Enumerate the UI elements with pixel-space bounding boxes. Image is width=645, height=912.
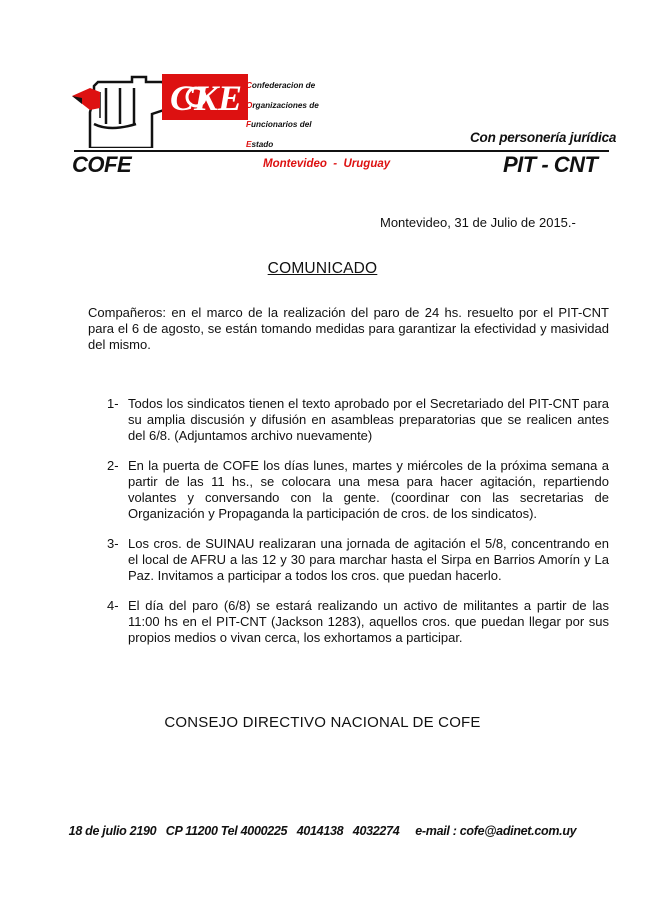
org-line-organizaciones: Organizaciones de	[246, 100, 319, 110]
list-item	[107, 598, 609, 646]
intro-paragraph: Compañeros: en el marco de la realización del paro de 24 hs. resuelto por el PIT-CNT para el 6 de agosto, se están tomando medidas para garantizar la efectividad y masividad del mismo.	[88, 305, 609, 352]
list-item-number: 4-	[107, 598, 119, 613]
list-item-text: Todos los sindicatos tienen el texto aprobado por el Secretariado del PIT-CNT para su amplia discusión y difusión en asambleas preparatorias que se realicen antes del 6/8. (Adjuntamos archivo nuevamente)	[128, 396, 609, 443]
org-full-name	[246, 76, 319, 154]
list-item	[107, 458, 609, 522]
legal-status-text: Con personería jurídica	[470, 130, 617, 145]
list-item-number: 2-	[107, 458, 119, 473]
document-title: COMUNICADO	[267, 260, 378, 277]
svg-text:CKE: CKE	[170, 78, 243, 118]
fist-pencil-logo-graphic	[70, 68, 250, 148]
list-item-text: Los cros. de SUINAU realizaran una jornada de agitación el 5/8, concentrando en el local de AFRU a las 12 y 30 para marchar hasta el Sirpa en Barrios Amorín y La Paz. Invitamos a participar a todos los cros. que puedan hacerlo.	[128, 536, 609, 583]
list-item	[107, 396, 609, 444]
org-line-confederacion: Confederacion de	[246, 81, 316, 90]
org-line-funcionarios: Funcionarios del	[246, 120, 312, 129]
list-item-text: El día del paro (6/8) se estará realizando un activo de militantes a partir de las 11:00 hs en el PIT-CNT (Jackson 1283), aquellos cros. que puedan llegar por sus propios medios o vivan cerca, los exhortamos a participar.	[128, 598, 609, 645]
contact-footer: 18 de julio 2190 CP 11200 Tel 4000225 4014138 4032274 e-mail : cofe@adinet.com.uy	[68, 824, 577, 838]
action-list	[107, 396, 609, 660]
list-item-number: 3-	[107, 536, 119, 551]
city-label: Montevideo - Uruguay	[263, 158, 391, 170]
org-acronym: COFE	[72, 152, 132, 177]
org-line-estado: Estado	[246, 139, 274, 149]
cofe-logo	[70, 68, 250, 148]
list-item-number: 1-	[107, 396, 119, 411]
list-item-text: En la puerta de COFE los días lunes, martes y miércoles de la próxima semana a partir de las 11 hs., se colocara una mesa para hacer agitación, repartiendo volantes y conversando con la gente. (coordinar con las secretarias de Organización y Propaganda la participación de cros. de los sindicatos).	[128, 458, 609, 521]
document-date: Montevideo, 31 de Julio de 2015.-	[380, 215, 576, 230]
affiliation-label: PIT - CNT	[503, 152, 598, 177]
signature-line: CONSEJO DIRECTIVO NACIONAL DE COFE	[164, 714, 481, 731]
list-item	[107, 536, 609, 584]
